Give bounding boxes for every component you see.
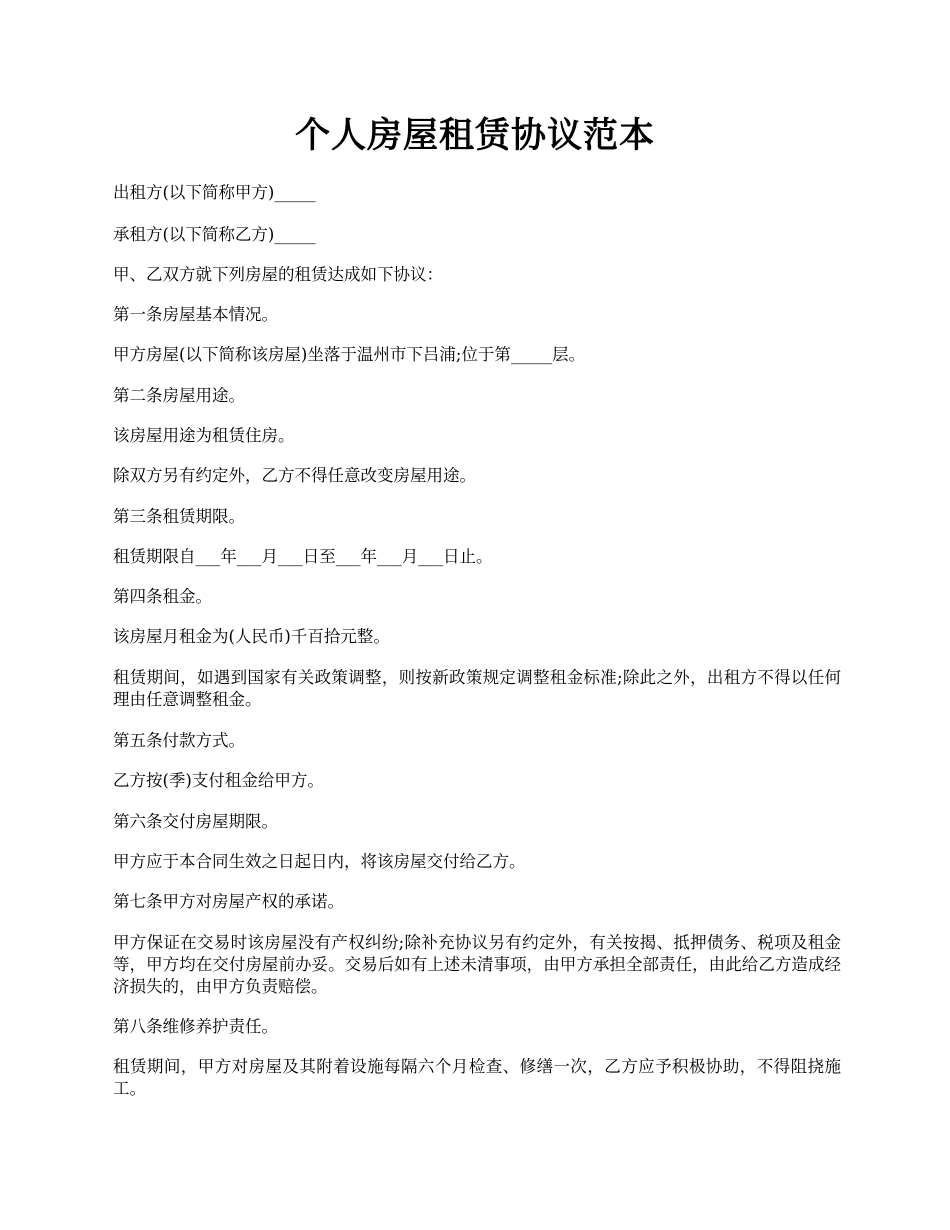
article-2-body-1: 该房屋用途为租赁住房。	[113, 426, 295, 445]
paragraph-lessee: 承租方(以下简称乙方)_____	[113, 225, 316, 244]
article-1-heading: 第一条房屋基本情况。	[113, 305, 278, 324]
article-4-body-1: 该房屋月租金为(人民币)千百拾元整。	[113, 627, 390, 646]
article-7-heading: 第七条甲方对房屋产权的承诺。	[113, 892, 344, 911]
article-1-body: 甲方房屋(以下简称该房屋)坐落于温州市下吕浦;位于第_____层。	[113, 345, 586, 364]
article-6-heading: 第六条交付房屋期限。	[113, 812, 278, 831]
article-8-body: 租赁期间，甲方对房屋及其附着设施每隔六个月检查、修缮一次，乙方应予积极协助，不得阻挠施工。	[113, 1057, 841, 1098]
article-4-body-2: 租赁期间，如遇到国家有关政策调整，则按新政策规定调整租金标准;除此之外，出租方不得以任何理由任意调整租金。	[113, 668, 841, 709]
article-4-heading: 第四条租金。	[113, 587, 212, 606]
article-3-heading: 第三条租赁期限。	[113, 507, 245, 526]
paragraph-lessor: 出租方(以下简称甲方)_____	[113, 183, 316, 202]
paragraph-intro: 甲、乙双方就下列房屋的租赁达成如下协议：	[113, 265, 443, 284]
article-7-body: 甲方保证在交易时该房屋没有产权纠纷;除补充协议另有约定外，有关按揭、抵押债务、税项及租金等，甲方均在交付房屋前办妥。交易后如有上述未清事项，由甲方承担全部责任，由此给乙方造成经济损失的，由甲方负责赔偿。	[113, 933, 841, 996]
article-2-heading: 第二条房屋用途。	[113, 386, 245, 405]
article-8-heading: 第八条维修养护责任。	[113, 1017, 278, 1036]
article-6-body: 甲方应于本合同生效之日起日内，将该房屋交付给乙方。	[113, 852, 526, 871]
article-5-heading: 第五条付款方式。	[113, 731, 245, 750]
article-2-body-2: 除双方另有约定外，乙方不得任意改变房屋用途。	[113, 466, 476, 485]
document-title: 个人房屋租赁协议范本	[294, 115, 655, 156]
article-3-body: 租赁期限自___年___月___日至___年___月___日止。	[113, 547, 493, 566]
article-5-body: 乙方按(季)支付租金给甲方。	[113, 771, 324, 790]
